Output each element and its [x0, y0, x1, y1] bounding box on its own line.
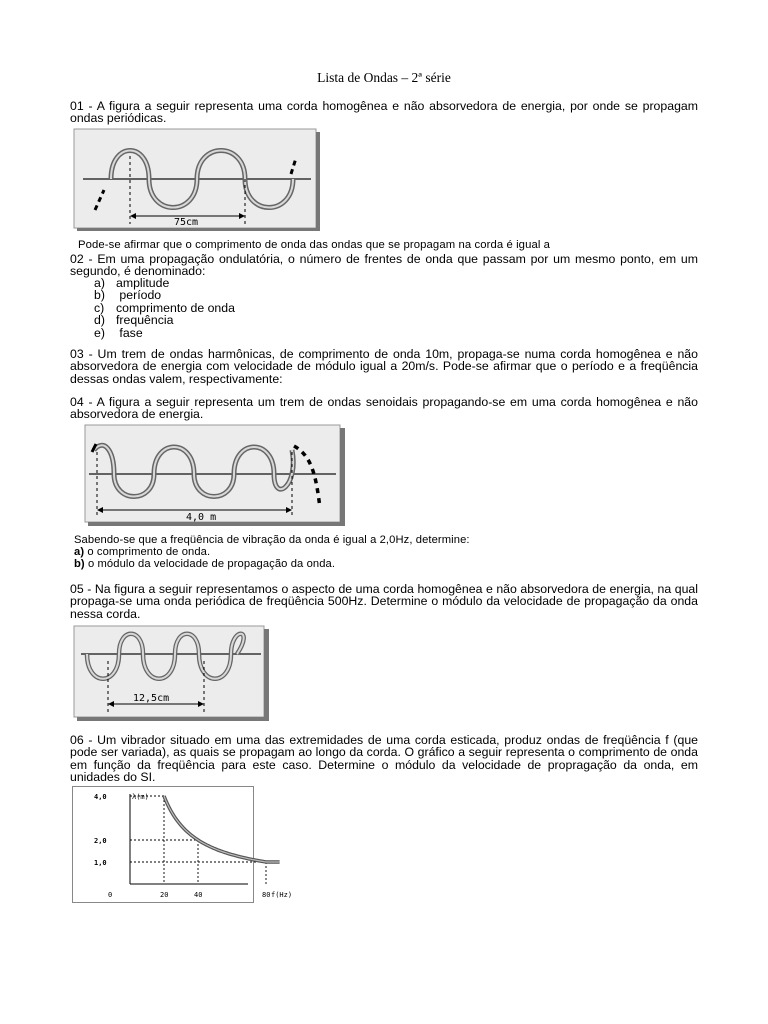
- question-06-text: 06 - Um vibrador situado em uma das extremidades de uma corda esticada, produz ondas de freqüência f (que pode ser variada), as quais se propagam ao longo da corda. O gráfico a seguir representa o comprimento de onda em função da freqüência para este caso. Determine o módulo da velocidade de propragação da onda, em unidades do SI.: [70, 733, 698, 785]
- y-axis-label: λ(m): [132, 793, 149, 801]
- option-a: a) amplitude: [94, 276, 170, 290]
- page-title: Lista de Ondas – 2ª série: [317, 70, 451, 85]
- origin-label: 0: [108, 891, 113, 899]
- x-tick-label: 40: [194, 891, 203, 899]
- x-axis-label: f(Hz): [271, 891, 293, 899]
- q01-wavelength-label: 75cm: [174, 217, 199, 228]
- question-02-options: [94, 277, 235, 339]
- y-tick-label: 1,0: [94, 859, 107, 867]
- y-tick-label: 4,0: [94, 793, 107, 801]
- q04-length-label: 4,0 m: [186, 512, 217, 523]
- x-tick-label: 20: [160, 891, 169, 899]
- option-c: c) comprimento de onda: [94, 300, 235, 315]
- question-01-caption: Pode-se afirmar que o comprimento de onda das ondas que se propagam na corda é igual a: [78, 239, 551, 251]
- q01-wave-figure: [73, 128, 320, 231]
- question-01-text: 01 - A figura a seguir representa uma corda homogênea e não absorvedora de energia, por onde se propagam ondas periódicas.: [70, 99, 698, 126]
- question-03-text: 03 - Um trem de ondas harmônicas, de comprimento de onda 10m, propaga-se numa corda homogênea e não absorvedora de energia com velocidade de módulo igual a 20m/s. Pode-se afirmar que o período e a freqüência dessas ondas valem, respectivamente:: [70, 347, 698, 386]
- q05-wave-figure: [73, 625, 269, 721]
- y-tick-label: 2,0: [94, 837, 107, 845]
- x-tick-label: 80: [262, 891, 271, 899]
- question-04-caption-intro: Sabendo-se que a freqüência de vibração da onda é igual a 2,0Hz, determine:: [74, 534, 470, 546]
- option-d: d) frequência: [94, 313, 174, 328]
- question-04-text: 04 - A figura a seguir representa um trem de ondas senoidais propagando-se em uma corda homogênea e não absorvedora de energia.: [70, 395, 698, 422]
- option-e: e) fase: [94, 325, 143, 340]
- option-b: b) período: [94, 288, 162, 303]
- q05-length-label: 12,5cm: [133, 693, 170, 704]
- q04-wave-figure: [84, 424, 345, 526]
- question-04-caption: [74, 534, 470, 570]
- q06-wavelength-frequency-graph: [72, 786, 293, 904]
- question-04-item-b: b) o módulo da velocidade de propagação da onda.: [74, 558, 336, 570]
- question-04-item-a: a) o comprimento de onda.: [74, 546, 211, 558]
- question-05-text: 05 - Na figura a seguir representamos o aspecto de uma corda homogênea e não absorvedora de energia, na qual propaga-se uma onda periódica de freqüência 500Hz. Determine o módulo da velocidade de propagação da onda nessa corda.: [70, 582, 698, 621]
- question-02-text: 02 - Em uma propagação ondulatória, o número de frentes de onda que passam por um mesmo ponto, em um segundo, é denominado:: [70, 252, 698, 279]
